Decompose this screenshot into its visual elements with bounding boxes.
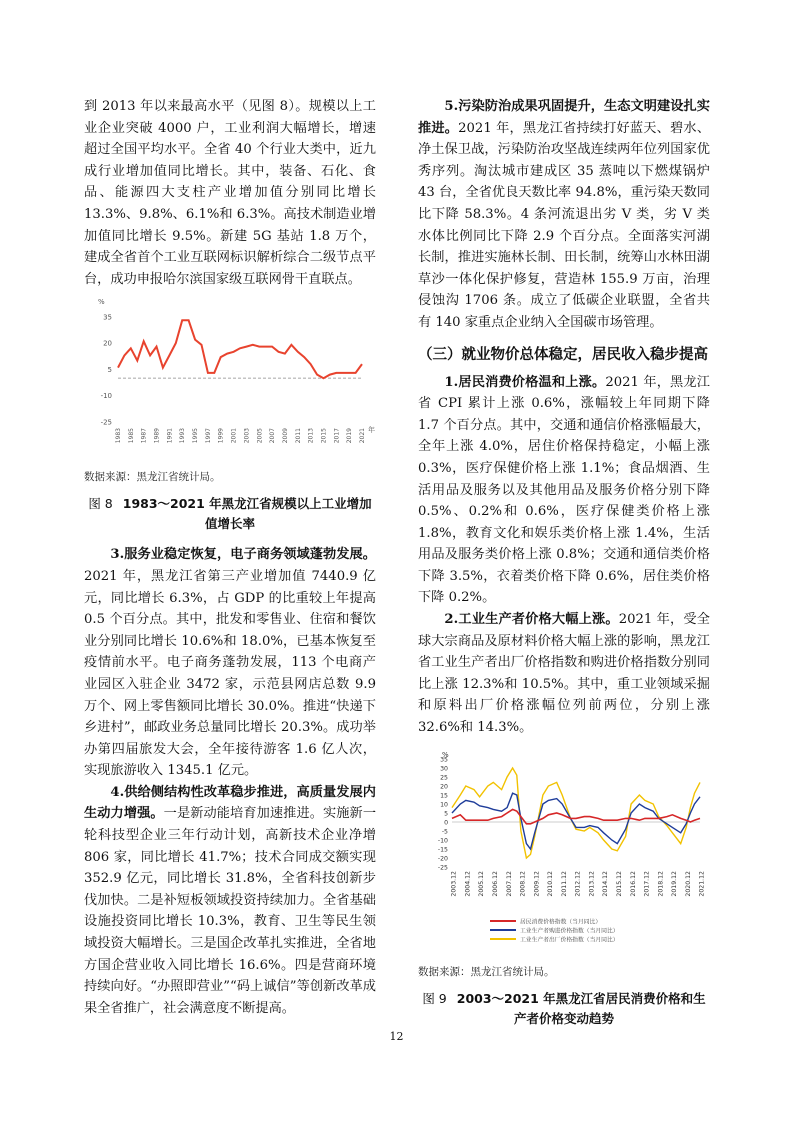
left-paragraph-1: 到 2013 年以来最高水平（见图 8）。规模以上工业企业突破 4000 户，工业利润大幅增长，增速超过全国平均水平。全省 40 个行业大类中，近九成行业增加值同比增长。其中，装备、石化、食品、能源四大支柱产业增加值分别同比增长 13.3%、9.8%、6.1%和 6.3%。高技术制造业增加值同比增长 9.5%。新建 5G 基站 1.8 万个，建成全省首个工业互联网标识解析综合二级节点平台，成功申报哈尔滨国家级互联网骨干直联点。 xyxy=(84,99,376,287)
y-tick-label: 0 xyxy=(444,819,448,827)
x-tick-label: 2007 xyxy=(269,428,277,444)
figure-8-chart xyxy=(84,294,376,459)
y-tick-label: -10 xyxy=(100,392,112,401)
x-tick-label: 2012.12 xyxy=(574,870,582,897)
x-tick-label: 2020.12 xyxy=(684,870,692,897)
left-column xyxy=(84,96,376,1019)
x-tick-label: 2006.12 xyxy=(491,870,499,897)
x-tick-label: 1989 xyxy=(153,428,161,444)
x-tick-label: 2010.12 xyxy=(547,870,555,897)
y-tick-label: 25 xyxy=(440,774,448,782)
figure-9-caption xyxy=(418,989,710,1029)
y-unit-label: % xyxy=(98,298,105,307)
y-tick-label: 5 xyxy=(444,810,448,818)
figure-8-number: 图 8 xyxy=(88,496,113,512)
x-tick-label: 2009.12 xyxy=(533,870,541,897)
y-tick-label: 35 xyxy=(103,313,112,322)
right-paragraph-2-body: 2021 年，黑龙江省 CPI 累计上涨 0.6%，涨幅较上年同期下降 1.7 个百分点。其中，交通和通信价格涨幅最大，全年上涨 4.0%，居住价格保持稳定，小幅上涨 0.3%，医疗保健价格上涨 1.1%；食品烟酒、生活用品及服务以及其他用品及服务价格分别下降 0.5%、0.2%和 0.6%，医疗保健类价格上涨 1.8%，教育文化和娱乐类价格上涨 1.4%，生活用品及服务类价格上涨 0.8%；交通和通信类价格下降 3.5%，衣着类价格下降 0.6%，居住类价格下降 0.2%。 xyxy=(418,374,710,606)
y-tick-label: 5 xyxy=(107,366,112,375)
figure-8-caption xyxy=(84,494,376,534)
x-tick-label: 2009 xyxy=(281,428,289,444)
y-tick-label: 20 xyxy=(103,339,112,348)
page-number: 12 xyxy=(389,1030,404,1043)
y-tick-label: 35 xyxy=(440,756,448,764)
figure-8-title: 1983～2021 年黑龙江省规模以上工业增加值增长率 xyxy=(122,496,372,532)
right-column xyxy=(418,96,710,1039)
y-tick-label: -25 xyxy=(100,418,112,427)
x-tick-label: 2018.12 xyxy=(657,870,665,897)
x-tick-label: 2007.12 xyxy=(505,870,513,897)
left-paragraph-3-body: 一是新动能培育加速推进。实施新一轮科技型企业三年行动计划，高新技术企业净增 806 家，同比增长 41.7%；技术合同成交额实现 352.9 亿元，同比增长 31.8%，全省科技创新步伐加快。二是补短板领域投资持续加力。全省基础设施投资同比增长 10.3%，教育、卫生等民生领域投资大幅增长。三是国企改革扎实推进，全省地方国企营业收入同比增长 16.6%。四是营商环境持续向好。“办照即营业”“码上诚信”等创新改革成果全省推广，社会满意度不断提高。 xyxy=(84,806,377,1016)
figure-8-source: 数据来源：黑龙江省统计局。 xyxy=(84,471,221,484)
y-tick-label: -5 xyxy=(441,828,448,836)
x-tick-label: 1987 xyxy=(140,428,148,444)
right-paragraph-1 xyxy=(418,96,710,334)
y-tick-label: -25 xyxy=(437,864,448,872)
y-unit-label: % xyxy=(442,750,449,759)
x-tick-label: 2019.12 xyxy=(671,870,679,897)
series-line-1 xyxy=(452,793,700,849)
legend-label-1: 工业生产者购进价格指数（当月同比） xyxy=(520,928,619,935)
left-paragraph-3 xyxy=(84,782,376,1020)
x-tick-label: 2011.12 xyxy=(560,870,568,897)
x-tick-label: 2005.12 xyxy=(478,870,486,897)
x-tail-label: 年 xyxy=(368,426,375,435)
left-paragraph-2 xyxy=(84,544,376,782)
figure-9-title: 2003～2021 年黑龙江省居民消费价格和生产者价格变动趋势 xyxy=(456,990,706,1026)
y-tick-label: 30 xyxy=(440,765,448,773)
legend-label-2: 工业生产者出厂价格指数（当月同比） xyxy=(520,937,619,944)
right-paragraph-3 xyxy=(418,609,710,739)
x-tick-label: 2017 xyxy=(333,428,341,444)
y-tick-label: -10 xyxy=(437,837,448,845)
figure-9-chart xyxy=(418,749,710,954)
x-tick-label: 2021 xyxy=(359,428,366,444)
x-tick-label: 2014.12 xyxy=(602,870,610,897)
x-tick-label: 2008.12 xyxy=(519,870,527,897)
right-paragraph-2 xyxy=(418,372,710,610)
x-tick-label: 2016.12 xyxy=(629,870,637,897)
x-tick-label: 2011 xyxy=(294,428,302,444)
legend-label-0: 居民消费价格指数（当月同比） xyxy=(520,919,602,926)
figure-9-number: 图 9 xyxy=(422,990,447,1006)
left-paragraph-3-heading: 4.供给侧结构性改革稳步推进，高质量发展内生动力增强。 xyxy=(84,784,376,822)
x-tick-label: 2004.12 xyxy=(464,870,472,897)
x-tick-label: 2003 xyxy=(243,428,251,444)
x-tick-label: 1999 xyxy=(217,428,225,444)
x-tick-label: 2003.12 xyxy=(450,870,458,897)
x-tick-label: 2015 xyxy=(320,428,328,444)
x-tick-label: 1995 xyxy=(192,428,200,444)
right-paragraph-1-heading: 5.污染防治成果巩固提升，生态文明建设扎实推进。 xyxy=(418,99,710,136)
x-tick-label: 2001 xyxy=(230,428,238,444)
x-tick-label: 2013.12 xyxy=(588,870,596,897)
x-tick-label: 2013 xyxy=(307,428,315,444)
x-tick-label: 1993 xyxy=(179,428,187,444)
right-paragraph-2-heading: 1.居民消费价格温和上涨。 xyxy=(444,374,606,390)
x-tick-label: 2015.12 xyxy=(615,870,623,897)
right-paragraph-3-heading: 2.工业生产者价格大幅上涨。 xyxy=(444,612,619,628)
y-tick-label: 15 xyxy=(440,792,448,800)
x-tick-label: 2005 xyxy=(256,428,264,444)
x-tick-label: 2019 xyxy=(346,428,354,444)
section-heading: （三）就业物价总体稳定，居民收入稳步提高 xyxy=(418,346,708,363)
y-tick-label: 10 xyxy=(440,801,448,809)
right-paragraph-1-body: 2021 年，黑龙江省持续打好蓝天、碧水、净土保卫战，污染防治攻坚战连续两年位列国家优秀序列。淘汰城市建成区 35 蒸吨以下燃煤锅炉 43 台，全省优良天数比率 94.8%，重污染天数同比下降 58.3%。4 条河流退出劣 V 类，劣 V 类水体比例同比下降 2.9 个百分点。全面落实河湖长制，推进实施林长制、田长制，统筹山水林田湖草沙一体化保护修复，营造林 155.9 万亩，治理侵蚀沟 1706 条。成立了低碳企业联盟，全省共有 140 家重点企业纳入全国碳市场管理。 xyxy=(418,120,710,330)
x-tick-label: 2017.12 xyxy=(643,870,651,897)
y-tick-label: 20 xyxy=(440,783,448,791)
y-tick-label: -20 xyxy=(437,855,448,863)
left-paragraph-2-body: 2021 年，黑龙江省第三产业增加值 7440.9 亿元，同比增长 6.3%，占 GDP 的比重较上年提高 0.5 个百分点。其中，批发和零售业、住宿和餐饮业分别同比增长 10.6%和 18.0%，已基本恢复至疫情前水平。电子商务蓬勃发展，113 个电商产业园区入驻企业 3472 家，示范县网店总数 9.9 万个、网上零售额同比增长 30.0%。推进“快递下乡进村”，邮政业务总量同比增长 20.3%。成功举办第四届旅发大会，全年接待游客 1.6 亿人次，实现旅游收入 1345.1 亿元。 xyxy=(84,568,376,779)
x-tick-label: 1985 xyxy=(127,428,135,444)
right-paragraph-3-body: 2021 年，受全球大宗商品及原材料价格大幅上涨的影响，黑龙江省工业生产者出厂价格指数和购进价格指数分别同比上涨 12.3%和 10.5%。其中，重工业领域采掘和原料出厂价格涨幅位列前两位，分别上涨 32.6%和 14.3%。 xyxy=(418,612,710,736)
growth-rate-line xyxy=(118,321,362,379)
x-tick-label: 1997 xyxy=(204,428,212,444)
figure-9-source: 数据来源：黑龙江省统计局。 xyxy=(418,965,555,978)
left-paragraph-2-heading: 3.服务业稳定恢复，电子商务领域蓬勃发展。 xyxy=(110,547,376,563)
x-tick-label: 1991 xyxy=(166,428,174,444)
x-tick-label: 1983 xyxy=(115,428,122,444)
series-line-2 xyxy=(452,768,700,858)
x-tick-label: 2021.12 xyxy=(698,870,706,897)
y-tick-label: -15 xyxy=(437,846,448,854)
